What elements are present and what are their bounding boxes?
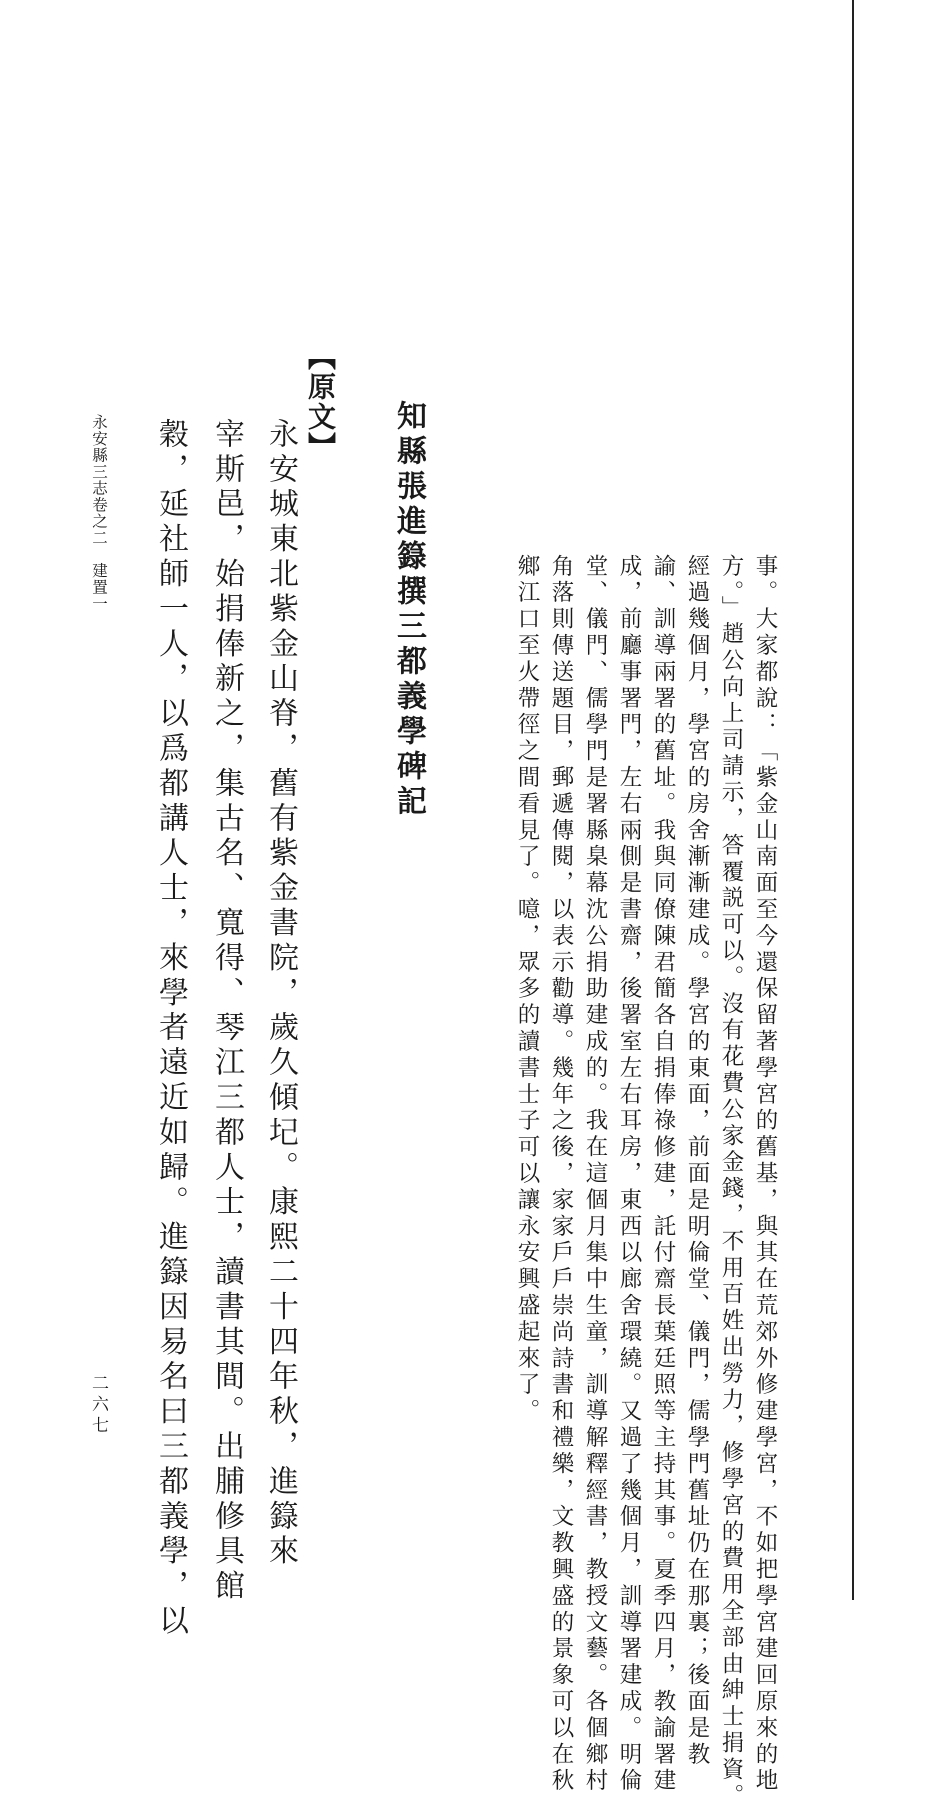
original-column-3: 穀，延社師一人，以爲都講人士，來學者遠近如歸。進籙因易名曰三都義學，以 (153, 418, 188, 1640)
translation-column-1: 事。大家都說：「紫金山南面至今還保留著學宮的舊基，與其在荒郊外修建學宮，不如把學宮建回原來的地 (752, 554, 778, 1795)
original-column-2: 宰斯邑，始捐俸新之，集古名、寬得、琴江三都人士，讀書其間。出脯修具館 (209, 418, 244, 1605)
original-column-1: 永安城東北紫金山脊，舊有紫金書院，歲久傾圮。康熙二十四年秋，進籙來 (263, 418, 298, 1570)
translation-column-6: 堂、儀門、儒學門是署縣臬幕沈公捐助建成的。我在這個月集中生童，訓導解釋經書，教授文藝。各個鄉村 (582, 554, 608, 1795)
section-title: 知縣張進籙撰三都義學碑記 (391, 400, 426, 820)
translation-column-8: 鄉江口至火帶徑之間看見了。噫，眾多的讀書士子可以讓永安興盛起來了。 (514, 554, 540, 1426)
binding-line (852, 0, 854, 1600)
running-head: 永安縣三志卷之二 建置一 (90, 414, 108, 612)
translation-column-3: 經過幾個月，學宮的房舍漸漸建成。學宮的東面，前面是明倫堂、儀門，儒學門舊址仍在那裏；後面是教 (684, 554, 710, 1769)
translation-column-5: 成，前廳事署門，左右兩側是書齋，後署室左右耳房，東西以廊舍環繞。又過了幾個月，訓導署建成。明倫 (616, 554, 642, 1795)
page-number: 二六七 (88, 1374, 108, 1437)
original-text-label: 【原文】 (304, 342, 337, 462)
translation-column-4: 諭、訓導兩署的舊址。我與同僚陳君簡各自捐俸祿修建，託付齋長葉廷照等主持其事。夏季四月，教諭署建 (650, 554, 676, 1795)
translation-column-2: 方。」趙公向上司請示，答覆説可以。沒有花費公家金錢，不用百姓出勞力，修學宮的費用全部由紳士捐資。 (718, 554, 744, 1810)
translation-column-7: 角落則傳送題目，郵遞傳閱，以表示勸導。幾年之後，家家戶戶崇尚詩書和禮樂，文教興盛的景象可以在秋 (548, 554, 574, 1795)
